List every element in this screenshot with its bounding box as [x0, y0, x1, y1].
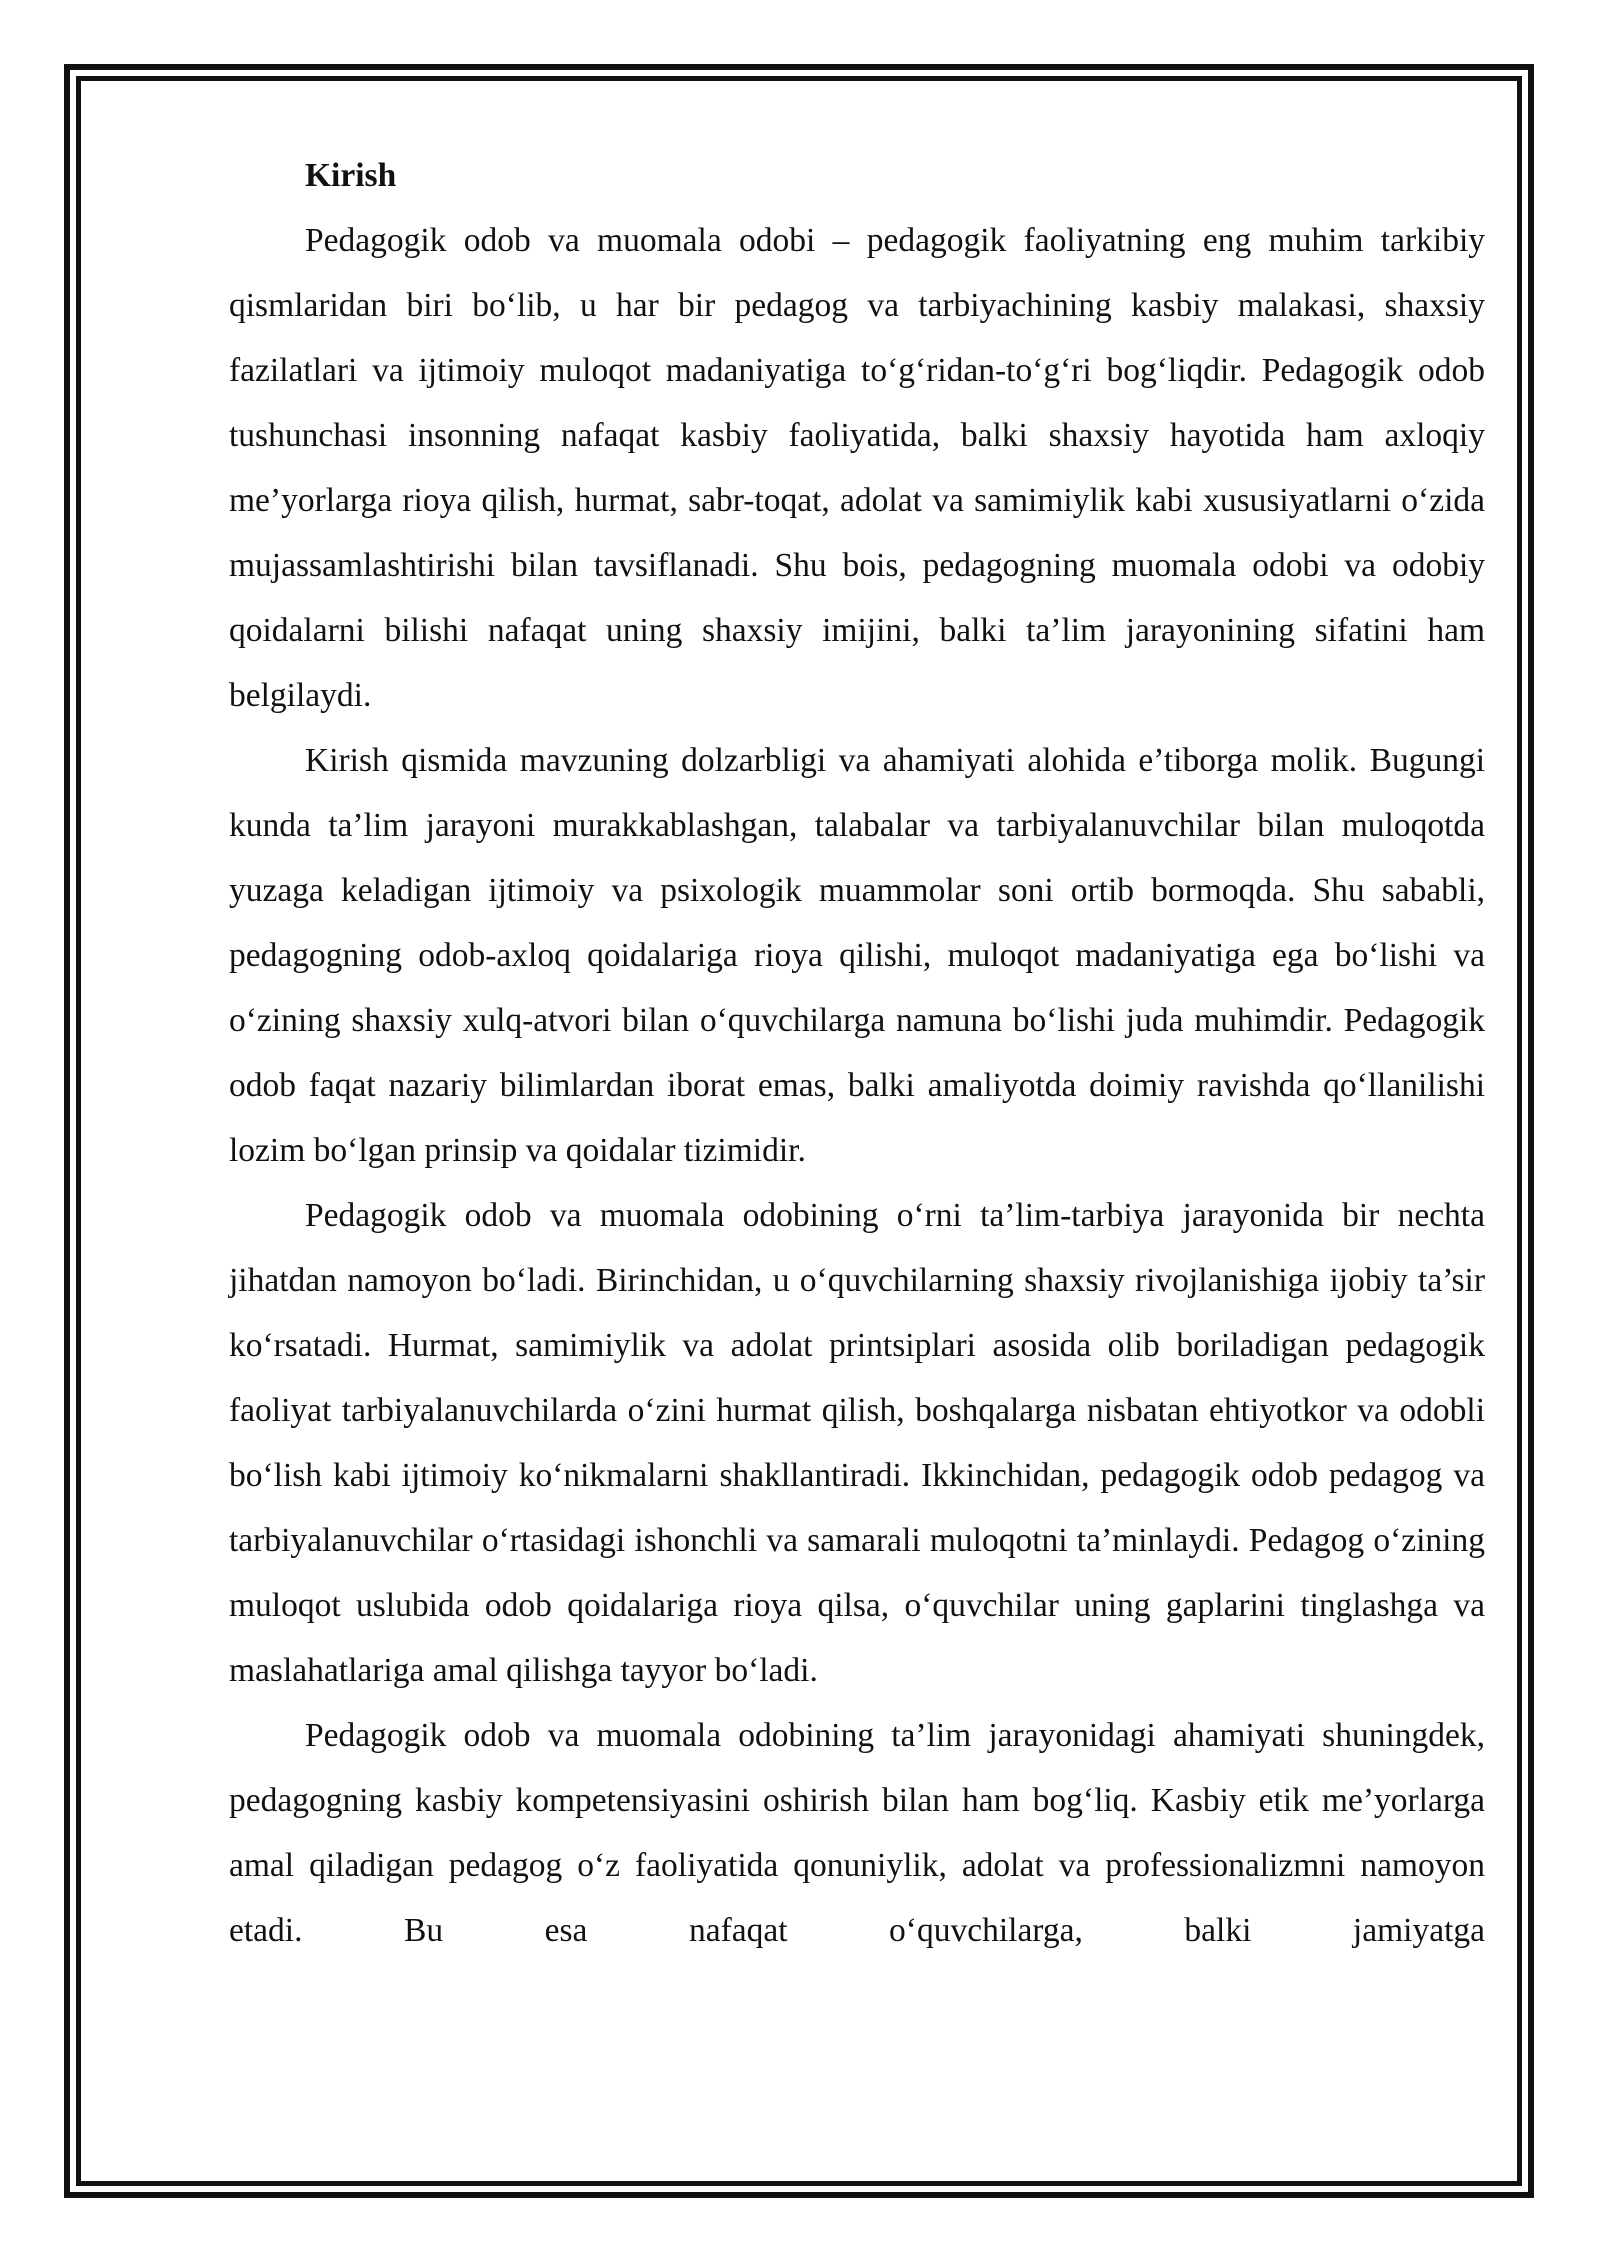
section-heading: Kirish: [305, 157, 397, 194]
paragraph-2: Kirish qismida mavzuning dolzarbligi va ahamiyati alohida e’tiborga molik. Bugungi kunda ta’lim jarayoni murakkablashgan, talabalar va tarbiyalanuvchilar bilan muloqotda yuzaga keladigan ijtimoiy va psixologik muammolar soni ortib bormoqda. Shu sababli, pedagogning odob-axloq qoidalariga rioya qilishi, muloqot madaniyatiga ega bo‘lishi va o‘zining shaxsiy xulq-atvori bilan o‘quvchilarga namuna bo‘lishi juda muhimdir. Pedagogik odob faqat nazariy bilimlardan iborat emas, balki amaliyotda doimiy ravishda qo‘llanilishi lozim bo‘lgan prinsip va qoidalar tizimidir.: [229, 742, 1485, 1169]
paragraph-1: Pedagogik odob va muomala odobi – pedagogik faoliyatning eng muhim tarkibiy qismlaridan biri bo‘lib, u har bir pedagog va tarbiyachining kasbiy malakasi, shaxsiy fazilatlari va ijtimoiy muloqot madaniyatiga to‘g‘ridan-to‘g‘ri bog‘liqdir. Pedagogik odob tushunchasi insonning nafaqat kasbiy faoliyatida, balki shaxsiy hayotida ham axloqiy me’yorlarga rioya qilish, hurmat, sabr-toqat, adolat va samimiylik kabi xususiyatlarni o‘zida mujassamlashtirishi bilan tavsiflanadi. Shu bois, pedagogning muomala odobi va odobiy qoidalarni bilishi nafaqat uning shaxsiy imijini, balki ta’lim jarayonining sifatini ham belgilaydi.: [229, 222, 1485, 714]
paragraph-3: Pedagogik odob va muomala odobining o‘rni ta’lim-tarbiya jarayonida bir nechta jihatdan namoyon bo‘ladi. Birinchidan, u o‘quvchilarning shaxsiy rivojlanishiga ijobiy ta’sir ko‘rsatadi. Hurmat, samimiylik va adolat printsiplari asosida olib boriladigan pedagogik faoliyat tarbiyalanuvchilarda o‘zini hurmat qilish, boshqalarga nisbatan ehtiyotkor va odobli bo‘lish kabi ijtimoiy ko‘nikmalarni shakllantiradi. Ikkinchidan, pedagogik odob pedagog va tarbiyalanuvchilar o‘rtasidagi ishonchli va samarali muloqotni ta’minlaydi. Pedagog o‘zining muloqot uslubida odob qoidalariga rioya qilsa, o‘quvchilar uning gaplarini tinglashga va maslahatlariga amal qilishga tayyor bo‘ladi.: [229, 1197, 1485, 1689]
paragraph-4: Pedagogik odob va muomala odobining ta’lim jarayonidagi ahamiyati shuningdek, pedagogning kasbiy kompetensiyasini oshirish bilan ham bog‘liq. Kasbiy etik me’yorlarga amal qiladigan pedagog o‘z faoliyatida qonuniylik, adolat va professionalizmni namoyon etadi. Bu esa nafaqat o‘quvchilarga, balki jamiyatga: [229, 1717, 1485, 1949]
document-body: [229, 143, 1485, 1963]
